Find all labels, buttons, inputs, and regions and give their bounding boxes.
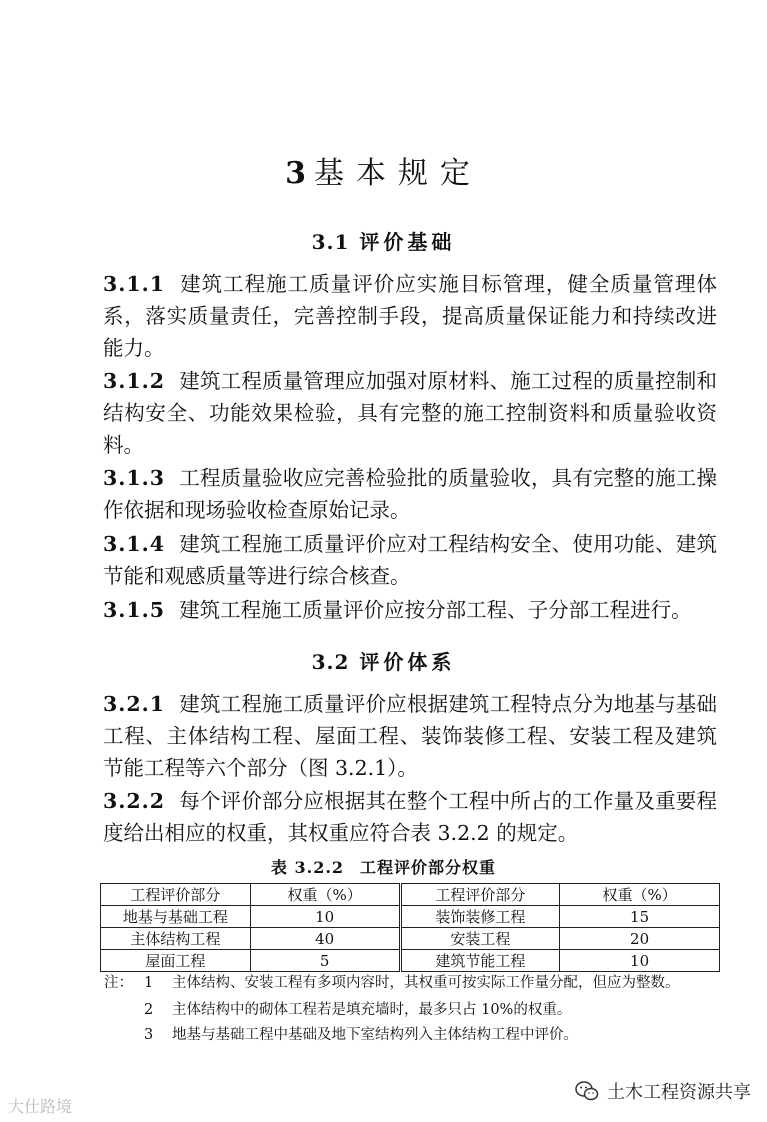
table-row	[101, 928, 720, 950]
table-row	[101, 906, 720, 928]
clause-number: 3.2.2	[103, 789, 166, 813]
clause-3-1-3	[103, 462, 717, 526]
chapter-title	[0, 148, 767, 192]
table-cell: 20	[560, 928, 720, 950]
table-header: 工程评价部分	[101, 884, 251, 906]
table-caption	[0, 855, 767, 878]
table-cell: 安装工程	[400, 928, 560, 950]
note-text: 主体结构、安装工程有多项内容时，其权重可按实际工作量分配，但应为整数。	[172, 975, 680, 991]
section-title	[0, 226, 767, 255]
table-cell: 屋面工程	[101, 950, 251, 972]
note-item	[104, 1000, 724, 1021]
table-header: 权重（%）	[250, 884, 400, 906]
clause-text: 每个评价部分应根据其在整个工程中所占的工作量及重要程度给出相应的权重，其权重应符合表 3.2.2 的规定。	[103, 789, 717, 845]
note-number: 2	[144, 1002, 154, 1018]
table-header: 权重（%）	[560, 884, 720, 906]
clause-3-1-4	[103, 528, 717, 592]
clause-text: 建筑工程施工质量评价应实施目标管理，健全质量管理体系，落实质量责任，完善控制手段，提高质量保证能力和持续改进能力。	[103, 272, 717, 360]
note-text: 地基与基础工程中基础及地下室结构列入主体结构工程中评价。	[172, 1027, 578, 1043]
table-number: 表 3.2.2	[270, 858, 345, 877]
note-item	[104, 1025, 724, 1046]
table-notes	[104, 973, 724, 1046]
watermark-right	[575, 1078, 751, 1104]
note-number: 1	[144, 975, 154, 991]
clause-number: 3.1.2	[103, 369, 166, 393]
watermark-left	[8, 1094, 72, 1117]
table-cell: 建筑节能工程	[400, 950, 560, 972]
clause-text: 建筑工程质量管理应加强对原材料、施工过程的质量控制和结构安全、功能效果检验，具有完整的施工控制资料和质量验收资料。	[103, 369, 717, 457]
notes-label: 注：	[104, 975, 133, 991]
section-title-text: 评价体系	[359, 650, 456, 674]
clause-text: 建筑工程施工质量评价应对工程结构安全、使用功能、建筑节能和观感质量等进行综合核查。	[103, 532, 717, 588]
note-number: 3	[144, 1027, 154, 1043]
clause-text: 建筑工程施工质量评价应按分部工程、子分部工程进行。	[179, 598, 692, 622]
clause-number: 3.1.3	[103, 466, 166, 490]
clause-text: 建筑工程施工质量评价应根据建筑工程特点分为地基与基础工程、主体结构工程、屋面工程、装饰装修工程、安装工程及建筑节能工程等六个部分（图 3.2.1）。	[103, 692, 717, 780]
chapter-number: 3	[285, 156, 306, 191]
watermark-left-text: 大仕路境	[8, 1097, 73, 1116]
clause-number: 3.1.1	[103, 272, 166, 296]
section-title	[0, 646, 767, 675]
watermark-right-text: 土木工程资源共享	[607, 1082, 751, 1103]
table-cell: 15	[560, 906, 720, 928]
table-cell: 40	[250, 928, 400, 950]
table-cell: 5	[250, 950, 400, 972]
clause-3-1-2	[103, 365, 717, 461]
section-title-text: 评价基础	[359, 230, 456, 254]
note-item	[104, 973, 724, 994]
clause-number: 3.2.1	[103, 692, 166, 716]
clause-text: 工程质量验收应完善检验批的质量验收，具有完整的施工操作依据和现场验收检查原始记录。	[103, 466, 717, 522]
table-cell: 装饰装修工程	[400, 906, 560, 928]
table-header: 工程评价部分	[400, 884, 560, 906]
wechat-icon	[575, 1080, 599, 1102]
weights-table	[100, 883, 720, 972]
table-header-row	[101, 884, 720, 906]
clause-number: 3.1.5	[103, 598, 166, 622]
table-cell: 10	[560, 950, 720, 972]
table-title: 工程评价部分权重	[360, 858, 497, 877]
table-row	[101, 950, 720, 972]
table-cell: 地基与基础工程	[101, 906, 251, 928]
clause-3-1-5	[103, 594, 717, 626]
section-number: 3.1	[311, 230, 350, 254]
clause-3-1-1	[103, 268, 717, 364]
chapter-title-text: 基本规定	[313, 156, 482, 191]
clause-number: 3.1.4	[103, 532, 166, 556]
table-cell: 主体结构工程	[101, 928, 251, 950]
table-cell: 10	[250, 906, 400, 928]
clause-3-2-1	[103, 688, 717, 784]
clause-3-2-2	[103, 785, 717, 849]
note-text: 主体结构中的砌体工程若是填充墙时，最多只占 10%的权重。	[172, 1002, 572, 1018]
section-number: 3.2	[311, 650, 350, 674]
